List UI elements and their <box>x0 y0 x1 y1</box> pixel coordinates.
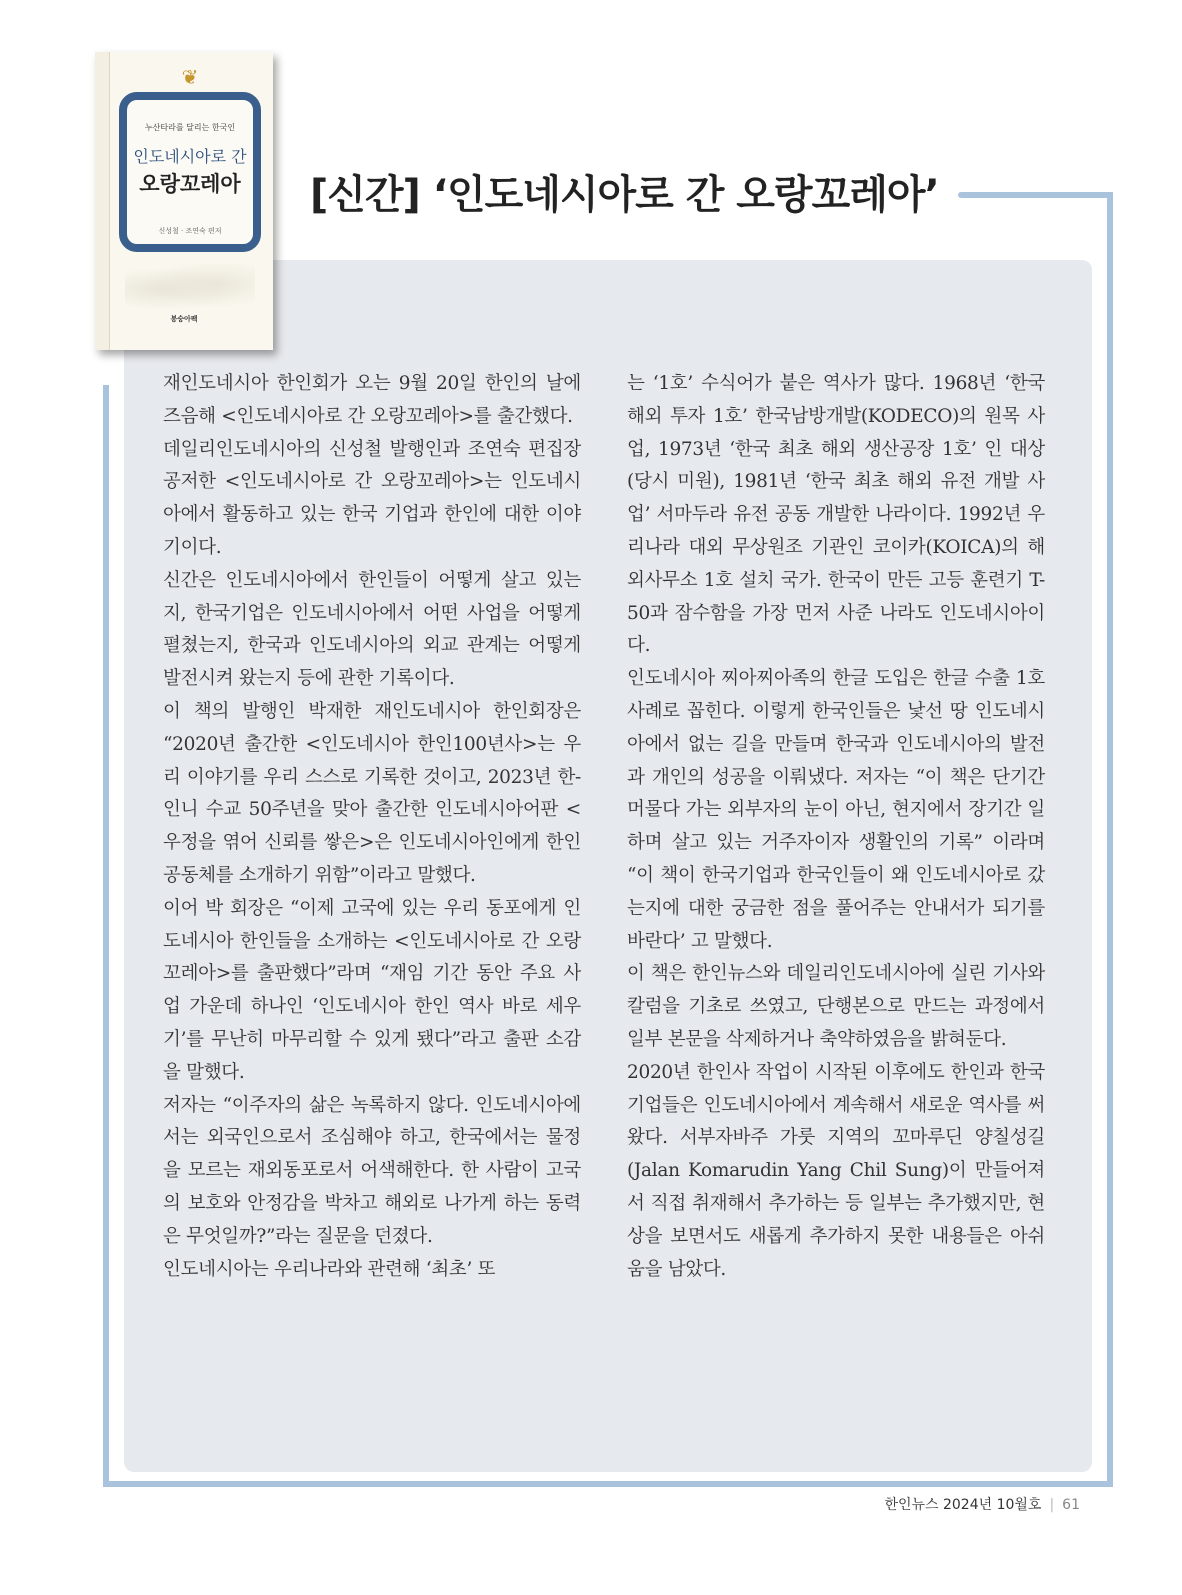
page-title: [신간] ‘인도네시아로 간 오랑꼬레아’ <box>310 172 939 218</box>
frame-border-left <box>103 385 109 1487</box>
page-footer <box>820 1494 1080 1514</box>
footer-separator: | <box>1049 1497 1055 1513</box>
paragraph: 신간은 인도네시아에서 한인들이 어떻게 살고 있는지, 한국기업은 인도네시아에서 어떤 사업을 어떻게 펼쳤는지, 한국과 인도네시아의 외교 관계는 어떻게 발전시켜 왔는지 등에 관한 기록이다. <box>163 569 581 690</box>
book-title-line1: 인도네시아로 간 <box>133 147 247 166</box>
paragraph: 이 책의 발행인 박재한 재인도네시아 한인회장은 “2020년 출간한 <인도네시아 한인100년사>는 우리 이야기를 우리 스스로 기록한 것이고, 2023년 한-인니 수교 50주년을 맞아 출간한 인도네시아어판 <우정을 엮어 신뢰를 쌓은>은 인도네시아인에게 한인공동체를 소개하기 위함”이라고 말했다. <box>163 700 581 886</box>
paragraph: 는 ‘1호’ 수식어가 붙은 역사가 많다. 1968년 ‘한국 해외 투자 1호’ 한국남방개발(KODECO)의 원목 사업, 1973년 ‘한국 최초 해외 생산공장 1호’ 인 대상(당시 미원), 1981년 ‘한국 최초 해외 유전 개발 사업’ 서마두라 유전 공동 개발한 나라이다. 1992년 우리나라 대외 무상원조 기관인 코이카(KOICA)의 해외사무소 1호 설치 국가. 한국이 만든 고등 훈련기 T-50과 잠수함을 가장 먼저 사준 나라도 인도네시아이다. <box>627 373 1045 657</box>
paragraph: 데일리인도네시아의 신성철 발행인과 조연숙 편집장 공저한 <인도네시아로 간 오랑꼬레아>는 인도네시아에서 활동하고 있는 한국 기업과 한인에 대한 이야기이다. <box>163 438 581 558</box>
book-publisher: 봉숭아팩 <box>170 315 198 323</box>
book-cover-panel <box>119 92 261 252</box>
book-title-line2: 오랑꼬레아 <box>139 172 241 196</box>
book-spine <box>95 52 110 350</box>
book-authors: 신성철 · 조연숙 편저 <box>158 227 222 235</box>
paragraph: 이 책은 한인뉴스와 데일리인도네시아에 실린 기사와 칼럼을 기초로 쓰였고, 단행본으로 만드는 과정에서 일부 본문을 삭제하거나 축약하였음을 밝혀둔다. <box>627 963 1045 1050</box>
paragraph: 재인도네시아 한인회가 오는 9월 20일 한인의 날에 즈음해 <인도네시아로 간 오랑꼬레아>를 출간했다. <box>163 373 581 427</box>
publication-name: 한인뉴스 2024년 10월호 <box>884 1497 1042 1513</box>
frame-border-right <box>1107 192 1113 1487</box>
garuda-emblem-icon: ❦ <box>181 65 199 89</box>
book-subtitle: 누산타라를 달리는 한국인 <box>144 123 236 132</box>
page-number: 61 <box>1062 1497 1080 1513</box>
article-column-left <box>163 368 581 1286</box>
book-cover-image <box>95 52 273 350</box>
paragraph: 2020년 한인사 작업이 시작된 이후에도 한인과 한국기업들은 인도네시아에서 계속해서 새로운 역사를 써왔다. 서부자바주 가룻 지역의 꼬마루딘 양칠성길(Jalan Komarudin Yang Chil Sung)이 만들어져서 직접 취재해서 추가하는 등 일부는 추가했지만, 현상을 보면서도 새롭게 추가하지 못한 내용들은 아쉬움을 남았다. <box>627 1061 1045 1280</box>
paragraph: 이어 박 회장은 “이제 고국에 있는 우리 동포에게 인도네시아 한인들을 소개하는 <인도네시아로 간 오랑꼬레아>를 출판했다”라며 “재임 기간 동안 주요 사업 가운데 하나인 ‘인도네시아 한인 역사 바로 세우기’를 무난히 마무리할 수 있게 됐다”라고 출판 소감을 말했다. <box>163 897 581 1083</box>
paragraph: 인도네시아 찌아찌아족의 한글 도입은 한글 수출 1호 사례로 꼽힌다. 이렇게 한국인들은 낯선 땅 인도네시아에서 없는 길을 만들며 한국과 인도네시아의 발전과 개인의 성공을 이뤄냈다. 저자는 “이 책은 단기간 머물다 가는 외부자의 눈이 아닌, 현지에서 장기간 일하며 살고 있는 거주자이자 생활인의 기록” 이라며 “이 책이 한국기업과 한국인들이 왜 인도네시아로 갔는지에 대한 궁금한 점을 풀어주는 안내서가 되기를 바란다’ 고 말했다. <box>627 668 1045 952</box>
frame-border-top <box>958 192 1113 198</box>
map-illustration <box>125 264 255 314</box>
frame-border-bottom <box>103 1481 1113 1487</box>
paragraph: 인도네시아는 우리나라와 관련해 ‘최초’ 또 <box>163 1258 496 1280</box>
paragraph: 저자는 “이주자의 삶은 녹록하지 않다. 인도네시아에서는 외국인으로서 조심해야 하고, 한국에서는 물정을 모르는 재외동포로서 어색해한다. 한 사람이 고국의 보호와 안정감을 박차고 해외로 나가게 하는 동력은 무엇일까?”라는 질문을 던졌다. <box>163 1094 581 1247</box>
article-column-right <box>627 368 1045 1286</box>
